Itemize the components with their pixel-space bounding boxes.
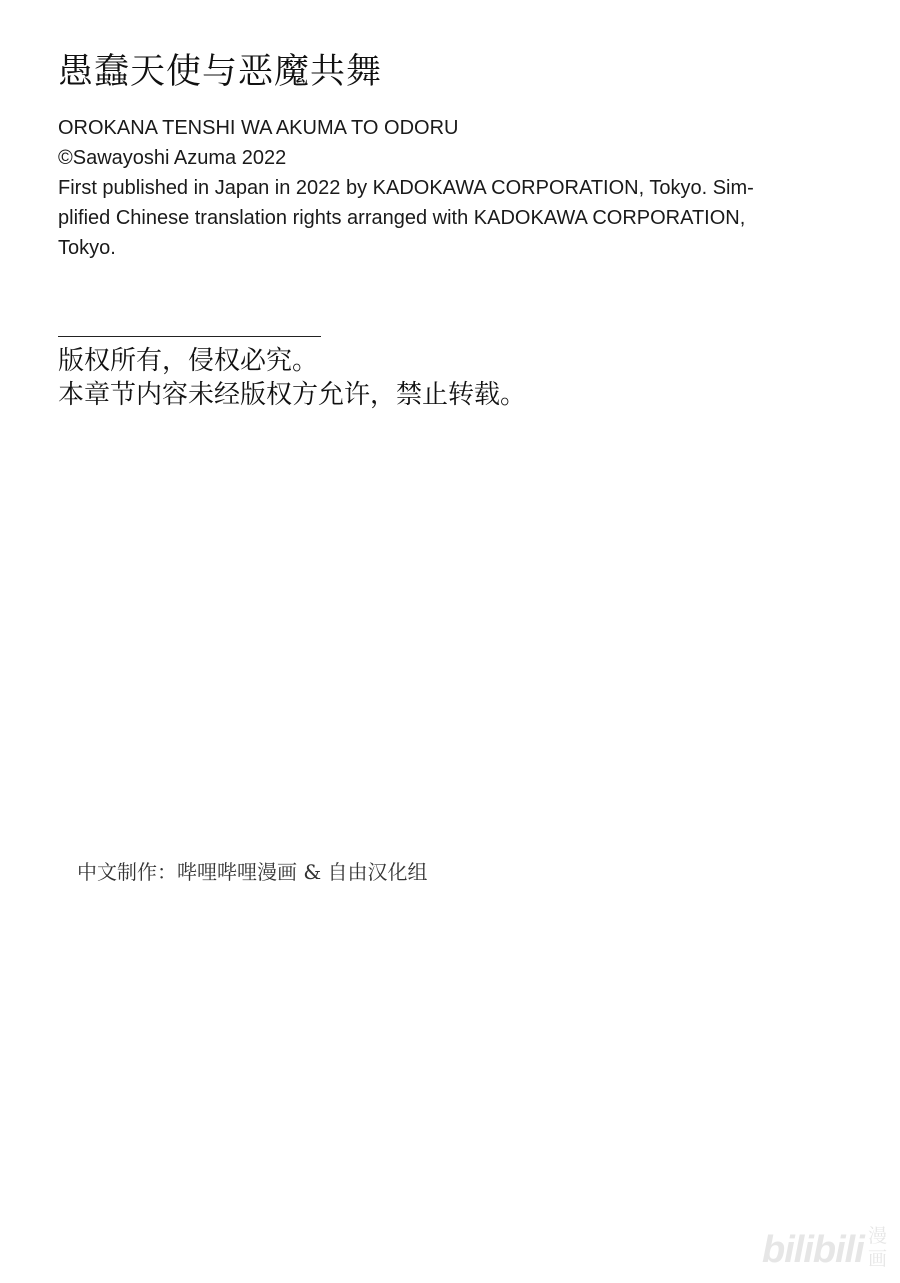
copyright-line: ©Sawayoshi Azuma 2022	[58, 147, 287, 169]
publish-line-2: plified Chinese translation rights arranged with KADOKAWA CORPORATION,	[58, 207, 746, 229]
divider-line	[58, 336, 321, 337]
bilibili-comics-watermark	[762, 1220, 892, 1272]
production-credit: 中文制作：哔哩哔哩漫画 & 自由汉化组	[77, 860, 428, 884]
publish-line-1: First published in Japan in 2022 by KADOKAWA CORPORATION, Tokyo. Sim-	[58, 177, 754, 199]
rights-line-2: 本章节内容未经版权方允许，禁止转载。	[58, 379, 527, 409]
rights-notice	[58, 343, 526, 411]
publish-line-3: Tokyo.	[58, 237, 116, 259]
page-title: 愚蠢天使与恶魔共舞	[58, 52, 383, 91]
watermark-logo-text: bilibili	[762, 1229, 864, 1271]
credits-block	[58, 113, 858, 263]
bilibili-logo-icon	[762, 1220, 892, 1272]
watermark-sub-char-2: 画	[868, 1248, 888, 1270]
rights-line-1: 版权所有，侵权必究。	[58, 345, 319, 375]
original-title: OROKANA TENSHI WA AKUMA TO ODORU	[58, 117, 459, 139]
watermark-sub-char-1: 漫	[868, 1225, 888, 1247]
